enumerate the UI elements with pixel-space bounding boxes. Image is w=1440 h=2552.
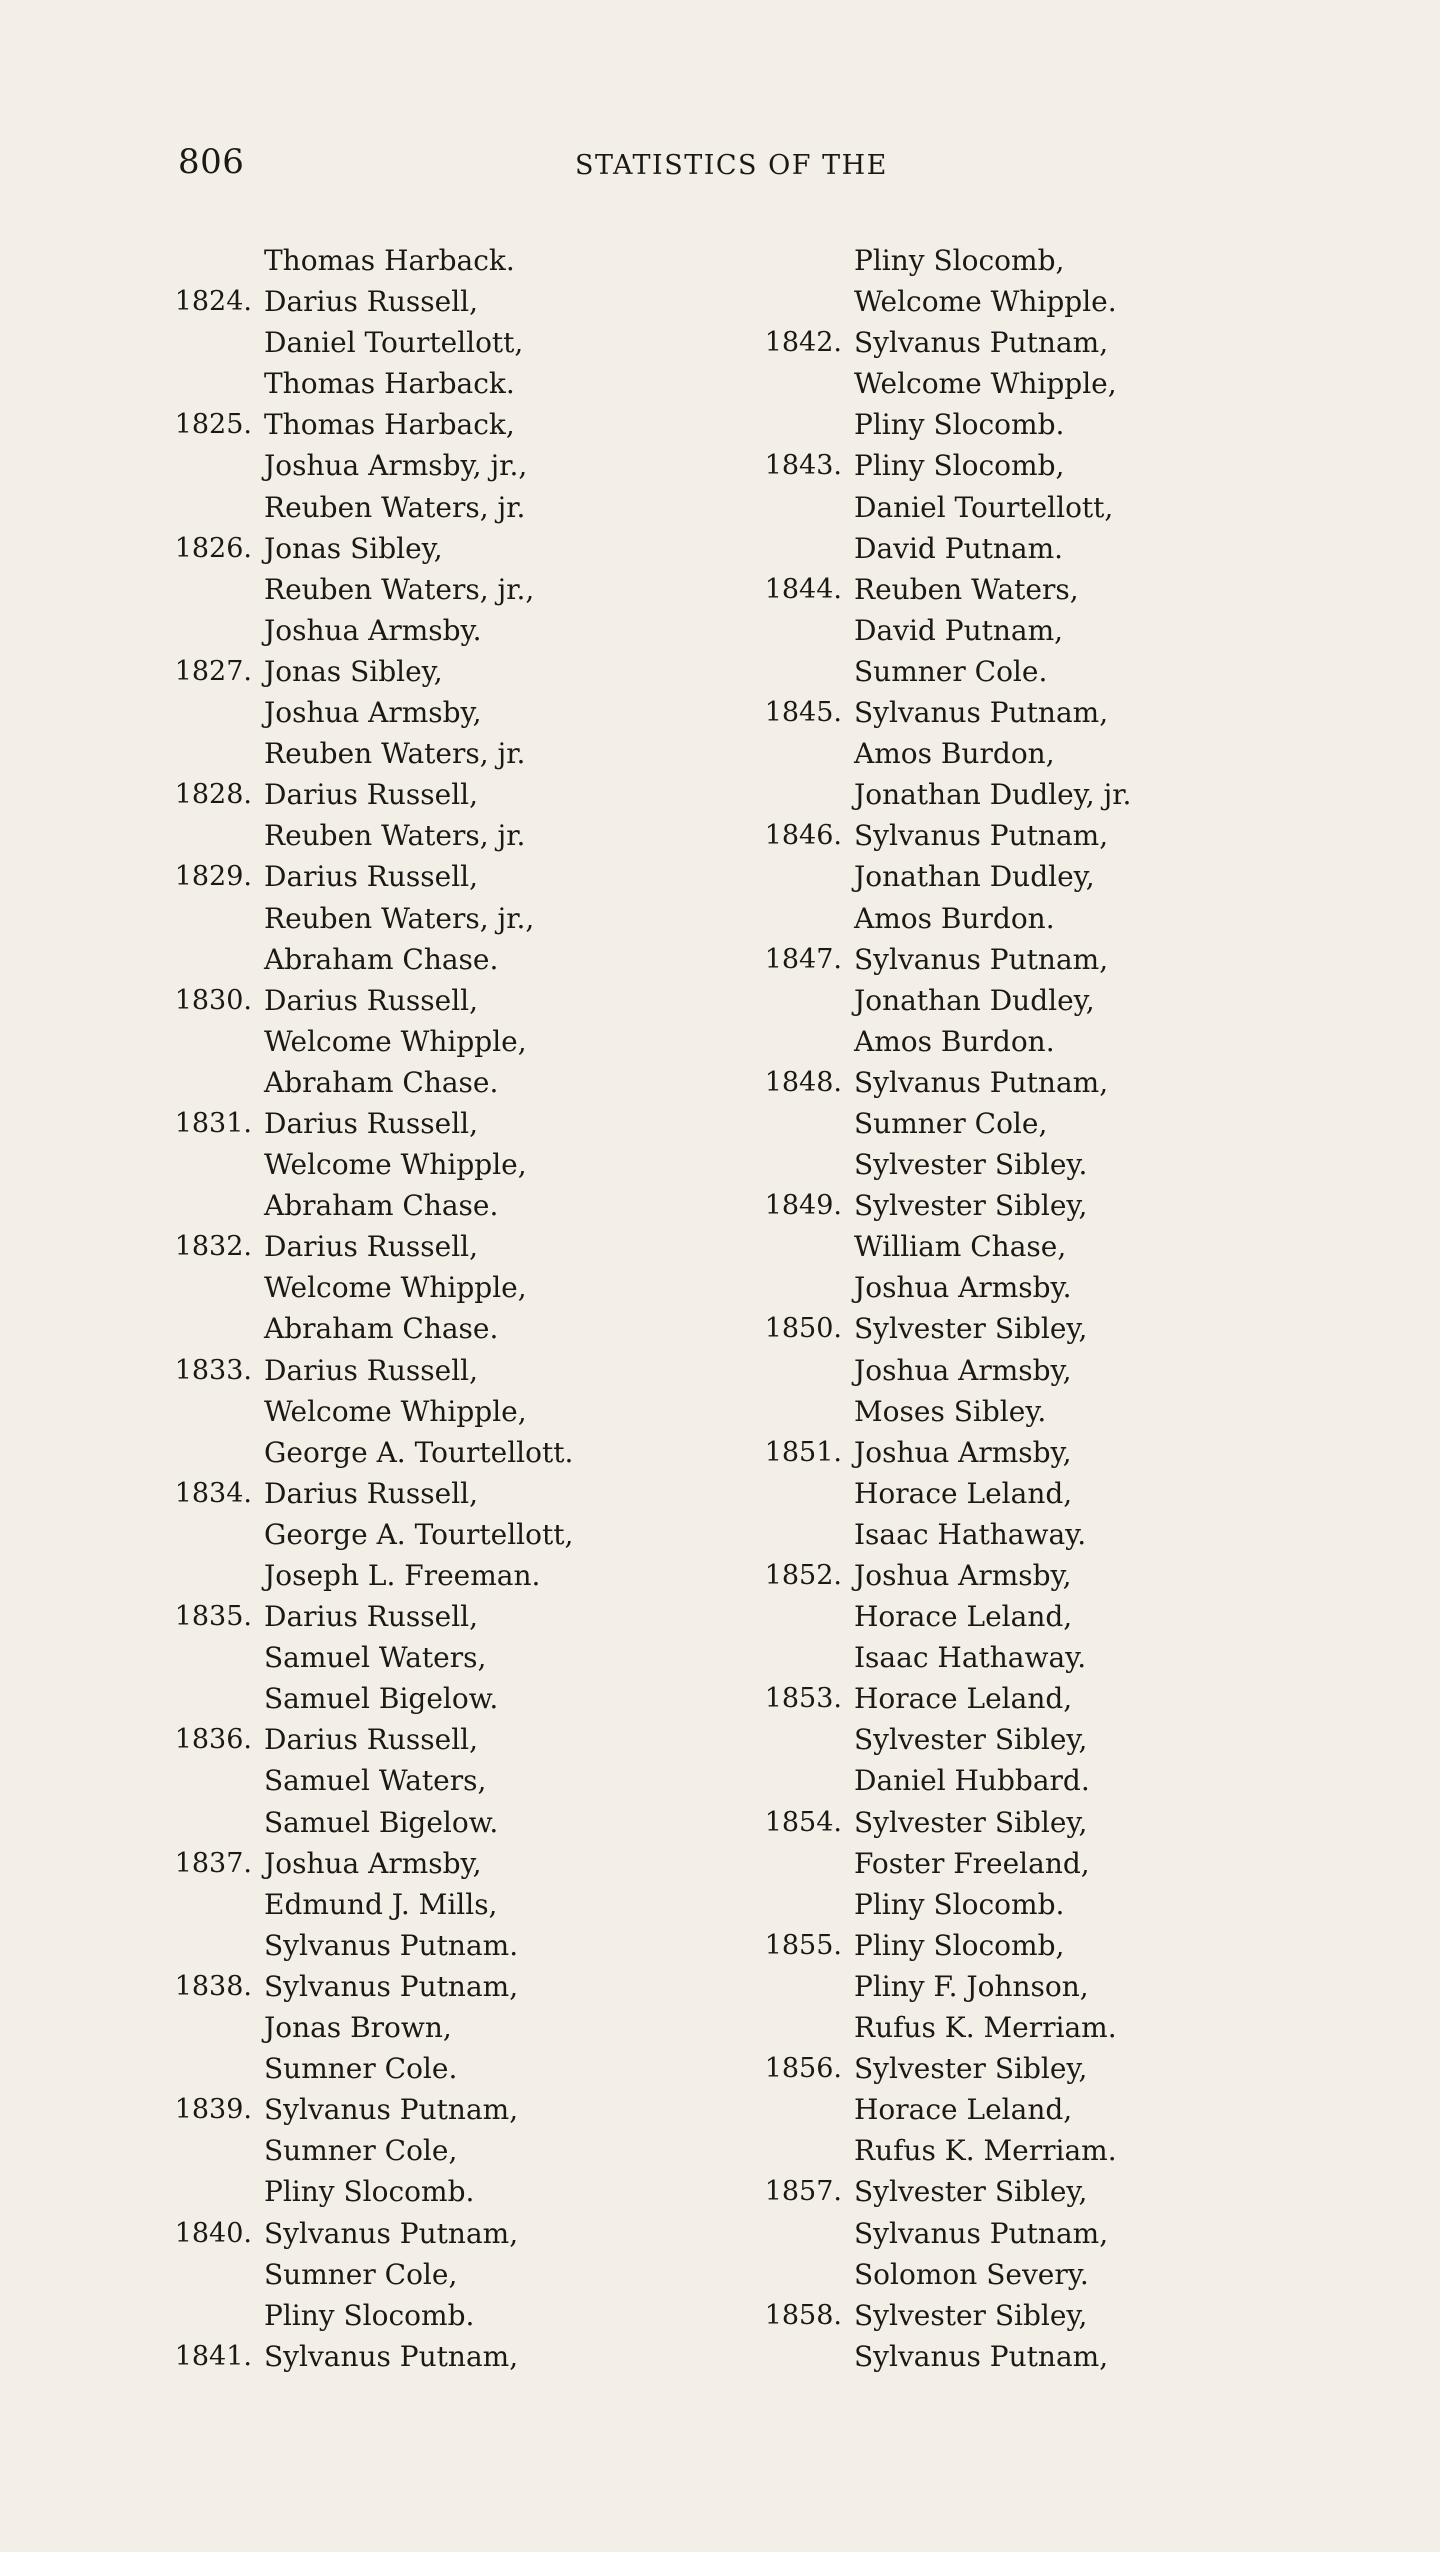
officer-names: Joshua Armsby, [854, 1353, 1072, 1387]
officer-names: David Putnam, [854, 613, 1064, 647]
officer-names: Moses Sibley. [854, 1394, 1047, 1428]
list-item [740, 1514, 1340, 1555]
list-item [740, 651, 1340, 692]
list-item [150, 404, 750, 445]
year-label: 1832. [174, 1231, 252, 1263]
list-item [740, 1062, 1340, 1103]
list-item [150, 1021, 750, 1062]
list-item [740, 2048, 1340, 2089]
year-label: 1847. [764, 943, 842, 975]
officer-names: Reuben Waters, jr. [264, 490, 526, 524]
list-item [150, 1802, 750, 1843]
officer-names: Sylvanus Putnam, [854, 819, 1109, 853]
list-item [150, 774, 750, 815]
list-item [150, 1432, 750, 1473]
officer-names: Welcome Whipple, [854, 367, 1117, 401]
year-label: 1837. [174, 1847, 252, 1879]
officer-names: Jonathan Dudley, [854, 983, 1095, 1017]
list-item [150, 1596, 750, 1637]
year-label: 1829. [174, 861, 252, 893]
officer-names: Samuel Bigelow. [264, 1805, 499, 1839]
list-item [740, 2171, 1340, 2212]
list-item [150, 1555, 750, 1596]
officer-names: Reuben Waters, jr., [264, 572, 535, 606]
officer-names: William Chase, [854, 1230, 1067, 1264]
officer-names: Welcome Whipple, [264, 1394, 527, 1428]
year-label: 1833. [174, 1354, 252, 1386]
officer-names: Reuben Waters, [854, 572, 1079, 606]
list-item [150, 980, 750, 1021]
list-item [150, 1637, 750, 1678]
officer-names: Sylvester Sibley, [854, 1723, 1088, 1757]
officer-names: Pliny Slocomb. [854, 1887, 1065, 1921]
officer-names: Sylvanus Putnam, [854, 326, 1109, 360]
list-item [150, 1308, 750, 1349]
list-item [740, 1432, 1340, 1473]
list-item [150, 1719, 750, 1760]
list-item [740, 445, 1340, 486]
officer-names: Joshua Armsby. [264, 613, 482, 647]
left-column [150, 240, 750, 2377]
list-item [150, 1678, 750, 1719]
list-item [150, 651, 750, 692]
officer-names: Thomas Harback, [264, 408, 515, 442]
list-item [740, 1473, 1340, 1514]
officer-names: Sumner Cole, [854, 1106, 1048, 1140]
list-item [740, 2295, 1340, 2336]
list-item [150, 2130, 750, 2171]
list-item [740, 2213, 1340, 2254]
year-label: 1824. [174, 286, 252, 318]
officer-names: Foster Freeland, [854, 1846, 1090, 1880]
list-item [150, 2007, 750, 2048]
list-item [740, 2007, 1340, 2048]
list-item [740, 1308, 1340, 1349]
year-label: 1855. [764, 1929, 842, 1961]
list-item [740, 1144, 1340, 1185]
year-label: 1841. [174, 2340, 252, 2372]
officer-names: Rufus K. Merriam. [854, 2011, 1117, 2045]
officer-names: Sylvester Sibley, [854, 2175, 1088, 2209]
list-item [740, 1802, 1340, 1843]
officer-names: Sylvanus Putnam, [854, 2216, 1109, 2250]
list-item [150, 1350, 750, 1391]
officer-names: David Putnam. [854, 531, 1064, 565]
officer-names: Welcome Whipple. [854, 285, 1117, 319]
officer-names: Daniel Tourtellott, [264, 326, 524, 360]
year-label: 1856. [764, 2053, 842, 2085]
list-item [150, 1966, 750, 2007]
list-item [150, 1062, 750, 1103]
officer-names: Pliny Slocomb, [854, 449, 1065, 483]
officer-names: Amos Burdon. [854, 1024, 1055, 1058]
year-label: 1826. [174, 532, 252, 564]
list-item [740, 322, 1340, 363]
officer-names: Sumner Cole. [264, 2052, 458, 2086]
year-label: 1857. [764, 2176, 842, 2208]
year-label: 1825. [174, 409, 252, 441]
list-item [150, 856, 750, 897]
list-item [740, 856, 1340, 897]
year-label: 1853. [764, 1683, 842, 1715]
list-item [150, 733, 750, 774]
list-item [150, 815, 750, 856]
officer-names: Sylvanus Putnam, [264, 1969, 519, 2003]
list-item [150, 1925, 750, 1966]
officer-names: Darius Russell, [264, 1353, 479, 1387]
officer-names: Joshua Armsby, [854, 1435, 1072, 1469]
officer-names: Joseph L. Freeman. [264, 1559, 541, 1592]
officer-names: Pliny Slocomb, [854, 1928, 1065, 1962]
list-item [150, 1267, 750, 1308]
list-item [150, 2336, 750, 2377]
list-item [740, 1391, 1340, 1432]
officer-names: Sylvester Sibley, [854, 2298, 1088, 2332]
officer-names: Darius Russell, [264, 860, 479, 894]
officer-names: Sylvester Sibley. [854, 1148, 1088, 1182]
list-item [150, 1843, 750, 1884]
officer-names: Welcome Whipple, [264, 1271, 527, 1305]
officer-names: Darius Russell, [264, 1476, 479, 1510]
list-item [740, 363, 1340, 404]
list-item [150, 2089, 750, 2130]
year-label: 1839. [174, 2094, 252, 2126]
page-number: 806 [178, 142, 245, 182]
officer-names: Rufus K. Merriam. [854, 2134, 1117, 2168]
year-label: 1840. [174, 2217, 252, 2249]
list-item [150, 569, 750, 610]
list-item [150, 281, 750, 322]
officer-names: Jonathan Dudley, [854, 860, 1095, 894]
list-item [740, 1267, 1340, 1308]
list-item [740, 610, 1340, 651]
officer-names: Sylvanus Putnam, [854, 1065, 1109, 1099]
officer-names: Edmund J. Mills, [264, 1887, 498, 1921]
officer-names: Joshua Armsby, [854, 1559, 1072, 1592]
list-item [740, 898, 1340, 939]
officer-names: Sylvester Sibley, [854, 1189, 1088, 1223]
officer-names: Jonathan Dudley, jr. [854, 778, 1132, 812]
list-item [740, 1966, 1340, 2007]
officer-names: Joshua Armsby, [264, 1846, 482, 1880]
officer-names: Darius Russell, [264, 778, 479, 812]
list-item [740, 1719, 1340, 1760]
officer-names: Jonas Brown, [264, 2011, 452, 2045]
list-item [740, 692, 1340, 733]
list-item [150, 1226, 750, 1267]
officer-names: Sylvanus Putnam, [854, 696, 1109, 730]
list-item [150, 1473, 750, 1514]
year-label: 1852. [764, 1560, 842, 1591]
officer-names: Sumner Cole, [264, 2134, 458, 2168]
year-label: 1838. [174, 1970, 252, 2002]
list-item [740, 1185, 1340, 1226]
officer-names: Sylvanus Putnam, [264, 2093, 519, 2127]
list-item [740, 2089, 1340, 2130]
officer-names: Horace Leland, [854, 2093, 1073, 2127]
officer-names: Samuel Waters, [264, 1641, 487, 1675]
officer-names: Amos Burdon, [854, 737, 1055, 771]
list-item [150, 240, 750, 281]
officer-names: Isaac Hathaway. [854, 1641, 1087, 1675]
officer-names: Joshua Armsby. [854, 1271, 1072, 1305]
officer-names: Horace Leland, [854, 1600, 1073, 1634]
list-item [740, 2130, 1340, 2171]
list-item [150, 2213, 750, 2254]
list-item [150, 1514, 750, 1555]
officer-names: Joshua Armsby, [264, 696, 482, 730]
officer-names: Pliny Slocomb. [854, 408, 1065, 442]
list-item [740, 1555, 1340, 1596]
officer-names: Sylvanus Putnam, [264, 2216, 519, 2250]
year-label: 1850. [764, 1313, 842, 1345]
officer-names: Solomon Severy. [854, 2257, 1089, 2291]
officer-names: Abraham Chase. [264, 942, 499, 976]
list-item [150, 2048, 750, 2089]
officer-names: Pliny Slocomb, [854, 244, 1065, 277]
officer-names: Sylvester Sibley, [854, 2052, 1088, 2086]
officer-names: Sylvanus Putnam, [854, 2339, 1109, 2373]
year-label: 1844. [764, 573, 842, 605]
list-item [740, 1103, 1340, 1144]
officer-names: Sumner Cole, [264, 2257, 458, 2291]
officer-names: Amos Burdon. [854, 901, 1055, 935]
year-label: 1848. [764, 1066, 842, 1098]
officer-names: Abraham Chase. [264, 1065, 499, 1099]
officer-names: Isaac Hathaway. [854, 1517, 1087, 1551]
officer-names: Darius Russell, [264, 285, 479, 319]
officer-names: Reuben Waters, jr. [264, 819, 526, 853]
list-item [740, 1637, 1340, 1678]
officer-names: Sylvanus Putnam. [264, 1928, 519, 1962]
list-item [150, 2254, 750, 2295]
officer-names: Daniel Hubbard. [854, 1764, 1090, 1798]
list-item [740, 2254, 1340, 2295]
list-item [740, 815, 1340, 856]
running-head: STATISTICS OF THE [575, 150, 888, 181]
list-item [150, 1144, 750, 1185]
year-label: 1846. [764, 820, 842, 852]
officer-names: Daniel Tourtellott, [854, 490, 1114, 524]
year-label: 1854. [764, 1806, 842, 1838]
officer-names: Pliny F. Johnson, [854, 1969, 1089, 2003]
officer-names: Sylvester Sibley, [854, 1805, 1088, 1839]
officer-names: Reuben Waters, jr., [264, 901, 535, 935]
year-label: 1858. [764, 2299, 842, 2331]
list-item [740, 939, 1340, 980]
officer-names: Abraham Chase. [264, 1189, 499, 1223]
officer-names: Darius Russell, [264, 1600, 479, 1634]
list-item [740, 569, 1340, 610]
year-label: 1827. [174, 655, 252, 687]
list-item [740, 281, 1340, 322]
officer-names: Welcome Whipple, [264, 1024, 527, 1058]
list-item [740, 2336, 1340, 2377]
year-label: 1830. [174, 984, 252, 1016]
list-item [150, 1103, 750, 1144]
list-item [150, 692, 750, 733]
officer-names: Darius Russell, [264, 1723, 479, 1757]
year-label: 1828. [174, 779, 252, 811]
officer-names: Samuel Waters, [264, 1764, 487, 1798]
officer-names: Darius Russell, [264, 1230, 479, 1264]
year-label: 1849. [764, 1190, 842, 1222]
list-item [740, 528, 1340, 569]
officer-names: Sylvester Sibley, [854, 1312, 1088, 1346]
list-item [150, 2171, 750, 2212]
list-item [740, 1843, 1340, 1884]
officer-names: Abraham Chase. [264, 1312, 499, 1346]
list-item [740, 1678, 1340, 1719]
year-label: 1843. [764, 450, 842, 482]
year-label: 1836. [174, 1724, 252, 1756]
list-item [740, 1350, 1340, 1391]
officer-names: Samuel Bigelow. [264, 1682, 499, 1716]
year-label: 1845. [764, 697, 842, 729]
officer-names: Horace Leland, [854, 1476, 1073, 1510]
officer-names: Jonas Sibley, [264, 654, 443, 688]
list-item [740, 980, 1340, 1021]
list-item [150, 487, 750, 528]
list-item [740, 1226, 1340, 1267]
officer-names: Reuben Waters, jr. [264, 737, 526, 771]
list-item [740, 487, 1340, 528]
officer-names: Jonas Sibley, [264, 531, 443, 565]
list-item [740, 774, 1340, 815]
year-label: 1831. [174, 1107, 252, 1139]
list-item [150, 2295, 750, 2336]
officer-names: Darius Russell, [264, 1106, 479, 1140]
list-item [740, 1925, 1340, 1966]
list-item [150, 322, 750, 363]
list-item [150, 1185, 750, 1226]
list-item [740, 733, 1340, 774]
list-item [150, 1884, 750, 1925]
list-item [740, 1596, 1340, 1637]
list-item [150, 1391, 750, 1432]
year-label: 1851. [764, 1436, 842, 1468]
officer-names: Pliny Slocomb. [264, 2175, 475, 2209]
officer-names: Horace Leland, [854, 1682, 1073, 1716]
officer-names: Thomas Harback. [264, 367, 515, 401]
list-item [740, 240, 1340, 281]
officer-names: Joshua Armsby, jr., [264, 449, 528, 483]
officer-names: Sylvanus Putnam, [854, 942, 1109, 976]
officer-names: George A. Tourtellott, [264, 1517, 574, 1551]
list-item [150, 610, 750, 651]
list-item [740, 1884, 1340, 1925]
year-label: 1835. [174, 1601, 252, 1633]
officer-names: Sumner Cole. [854, 654, 1048, 688]
list-item [150, 445, 750, 486]
right-column [740, 240, 1340, 2377]
list-item [150, 528, 750, 569]
officer-names: Sylvanus Putnam, [264, 2339, 519, 2373]
officer-names: Pliny Slocomb. [264, 2298, 475, 2332]
list-item [740, 404, 1340, 445]
list-item [740, 1760, 1340, 1801]
list-item [150, 898, 750, 939]
officer-names: Welcome Whipple, [264, 1148, 527, 1182]
list-item [150, 1760, 750, 1801]
year-label: 1842. [764, 327, 842, 359]
officer-names: George A. Tourtellott. [264, 1435, 574, 1469]
list-item [150, 939, 750, 980]
list-item [740, 1021, 1340, 1062]
officer-names: Thomas Harback. [264, 244, 515, 277]
year-label: 1834. [174, 1477, 252, 1509]
list-item [150, 363, 750, 404]
officer-names: Darius Russell, [264, 983, 479, 1017]
